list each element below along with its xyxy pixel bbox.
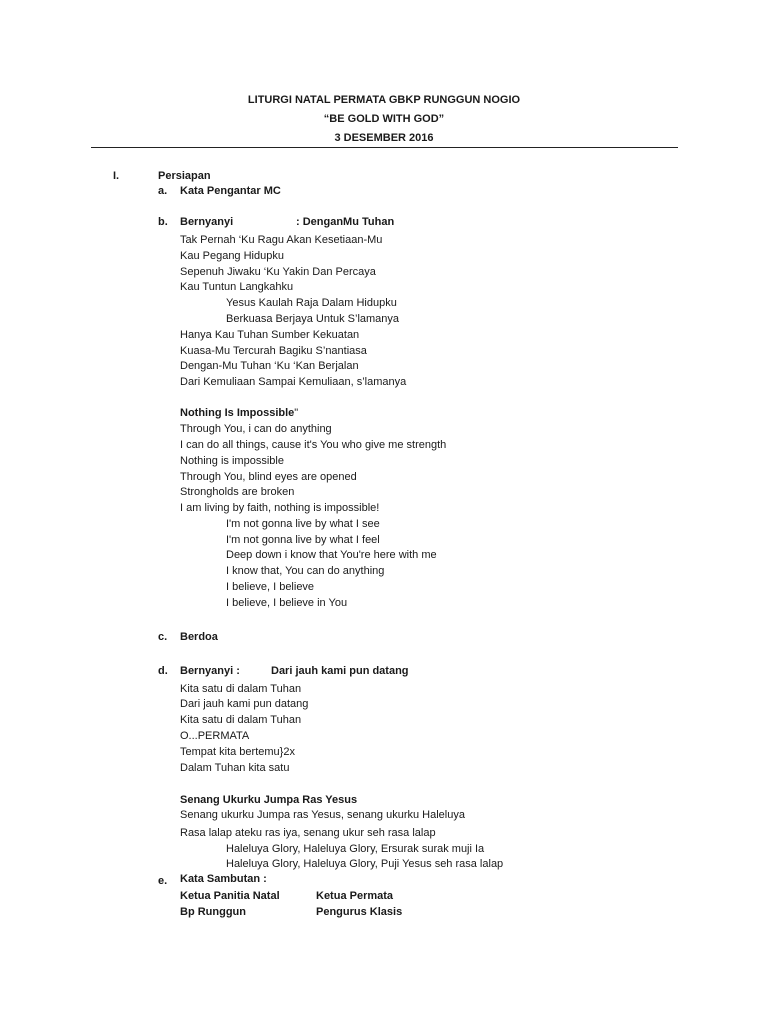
document-date: 3 DESEMBER 2016 [334, 132, 434, 144]
lyric-line: Rasa lalap ateku ras iya, senang ukur seh rasa lalap [180, 827, 436, 839]
lyric-line: Through You, i can do anything [180, 423, 332, 435]
lyric-line: Through You, blind eyes are opened [180, 471, 357, 483]
lyric-line: Yesus Kaulah Raja Dalam Hidupku [226, 297, 397, 309]
item-e-label: Kata Sambutan : [180, 873, 267, 885]
lyric-line: I believe, I believe [226, 581, 315, 593]
item-a-text: Kata Pengantar MC [180, 185, 281, 197]
lyric-line: Dari jauh kami pun datang [180, 698, 309, 710]
speaker-name: Bp Runggun [180, 906, 246, 918]
lyric-line: I'm not gonna live by what I feel [226, 534, 380, 546]
lyric-line: I can do all things, cause it's You who give me strength [180, 439, 447, 451]
item-marker-d: d. [158, 665, 168, 677]
item-marker-c: c. [158, 631, 168, 643]
lyric-line: Tempat kita bertemu}2x [180, 746, 295, 758]
lyric-line: Dari Kemuliaan Sampai Kemuliaan, s’lamanya [180, 376, 407, 388]
lyric-line: Sepenuh Jiwaku ‘Ku Yakin Dan Percaya [180, 266, 376, 278]
item-c-text: Berdoa [180, 631, 218, 643]
speaker-name: Ketua Panitia Natal [180, 890, 280, 902]
lyric-line: Haleluya Glory, Haleluya Glory, Puji Yesus seh rasa lalap [226, 858, 504, 870]
lyric-line: Dengan-Mu Tuhan ‘Ku ‘Kan Berjalan [180, 360, 359, 372]
song-title-nothing-is-impossible: Nothing Is Impossible [180, 407, 295, 419]
lyric-line: Kita satu di dalam Tuhan [180, 683, 302, 695]
item-d-song-title: Dari jauh kami pun datang [271, 665, 409, 677]
lyric-line: I believe, I believe in You [226, 597, 348, 609]
song-title-line [180, 406, 298, 420]
speaker-name: Ketua Permata [316, 890, 394, 902]
lyric-line: Haleluya Glory, Haleluya Glory, Ersurak surak muji Ia [226, 843, 485, 855]
item-d-label: Bernyanyi : [180, 665, 240, 677]
lyric-line: Kuasa-Mu Tercurah Bagiku S’nantiasa [180, 345, 367, 357]
song-title-mark: " [294, 407, 299, 419]
item-b-label: Bernyanyi [180, 216, 234, 228]
section-title: Persiapan [158, 170, 211, 182]
lyric-line: I know that, You can do anything [226, 565, 385, 577]
lyric-line: Strongholds are broken [180, 486, 295, 498]
item-marker-e: e. [158, 875, 168, 887]
header-divider [91, 147, 678, 148]
speaker-name: Pengurus Klasis [316, 906, 403, 918]
lyric-line: Hanya Kau Tuhan Sumber Kekuatan [180, 329, 360, 341]
lyric-line: Dalam Tuhan kita satu [180, 762, 290, 774]
item-b-song-title: : DenganMu Tuhan [296, 216, 395, 228]
song-title-senang-ukurku: Senang Ukurku Jumpa Ras Yesus [180, 794, 358, 806]
item-marker-b: b. [158, 216, 168, 228]
lyric-line: Nothing is impossible [180, 455, 284, 467]
document-title: LITURGI NATAL PERMATA GBKP RUNGGUN NOGIO [247, 94, 521, 106]
lyric-line: Kau Tuntun Langkahku [180, 281, 294, 293]
lyric-line: I am living by faith, nothing is impossible! [180, 502, 380, 514]
lyric-line: Kau Pegang Hidupku [180, 250, 284, 262]
lyric-line: Senang ukurku Jumpa ras Yesus, senang ukurku Haleluya [180, 809, 465, 821]
lyric-line: Tak Pernah ‘Ku Ragu Akan Kesetiaan-Mu [180, 234, 383, 246]
lyric-line: Kita satu di dalam Tuhan [180, 714, 302, 726]
lyric-line: I'm not gonna live by what I see [226, 518, 380, 530]
section-numeral: I. [113, 170, 120, 182]
item-marker-a: a. [158, 185, 168, 197]
lyric-line: O...PERMATA [180, 730, 250, 742]
lyric-line: Berkuasa Berjaya Untuk S’lamanya [226, 313, 400, 325]
document-subtitle: “BE GOLD WITH GOD” [323, 113, 445, 125]
lyric-line: Deep down i know that You're here with me [226, 549, 437, 561]
